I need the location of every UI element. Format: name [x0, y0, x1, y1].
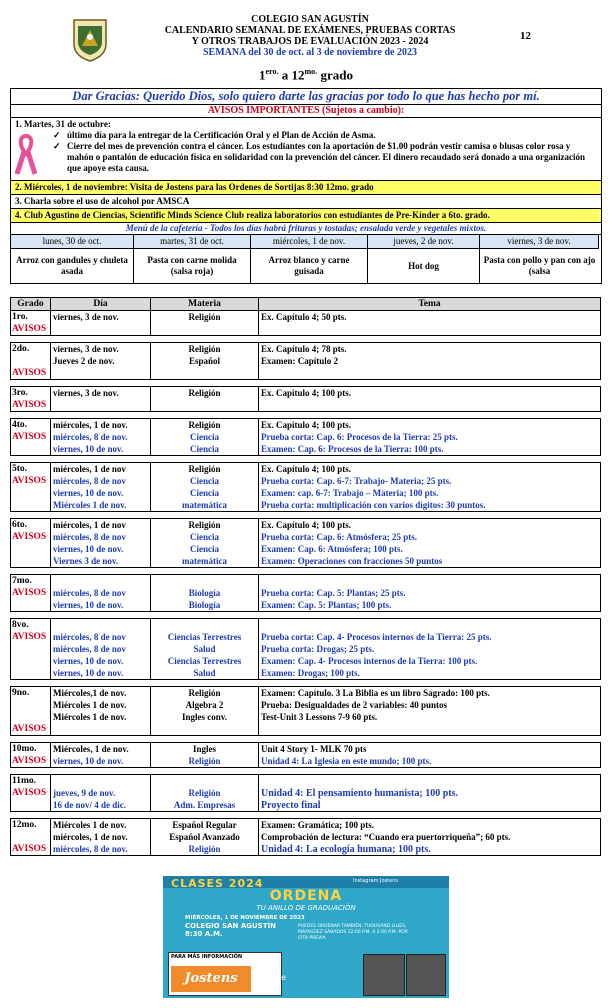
subject-cell: Algebra 2 — [151, 699, 259, 711]
flyer-date: MIÉRCOLES, 1 DE NOVIEMBRE DE 2023 — [185, 915, 305, 921]
notice-bullet-text: Cierre del mes de prevención contra el cáncer. Los estudiantes con la aportación de $1.00 podrán vestir camisa o blusas color rosa y mahón o pantalón de educación física en solidaridad con la prevención del cáncer. El dinero recaudado será donado a una organización que apoye esta causa. — [67, 141, 585, 173]
avisos-label: AVISOS — [11, 531, 51, 543]
table-row — [11, 443, 601, 456]
school-name: COLEGIO SAN AGUSTÍN — [251, 14, 369, 25]
grade-cell: 10mo. — [11, 743, 51, 756]
subject-cell: matemática — [151, 555, 259, 568]
table-row — [11, 475, 601, 487]
grade-mid: a 12 — [278, 67, 305, 83]
day-cell: Miércoles 1 de nov. — [51, 699, 151, 711]
notice-bullet — [53, 141, 597, 174]
subject-cell: Ciencia — [151, 543, 259, 555]
topic-cell — [259, 323, 601, 336]
subject-cell: Religión — [151, 343, 259, 356]
table-row — [11, 355, 601, 367]
topic-cell: Prueba corta: Cap. 5: Plantas; 25 pts. — [259, 587, 601, 599]
topic-cell: Unidad 4: La ecología humana; 100 pts. — [259, 843, 601, 856]
topic-cell: Unit 4 Story 1- MLK 70 pts — [259, 743, 601, 756]
topic-cell: Prueba: Desigualdades de 2 variables: 40 puntos — [259, 699, 601, 711]
grade-cell: 7mo. — [11, 575, 51, 588]
avisos-label: AVISOS — [11, 431, 51, 443]
header-line-2: Y OTROS TRABAJOS DE EVALUACIÓN 2023 - 2024 — [191, 36, 429, 47]
table-row — [11, 843, 601, 856]
day-cell — [51, 323, 151, 336]
cafeteria-menu — [11, 235, 601, 283]
day-cell — [51, 575, 151, 588]
topic-cell: Examen: Operaciones con fracciones 50 puntos — [259, 555, 601, 568]
spacer-cell — [11, 568, 601, 575]
group-spacer — [11, 568, 601, 575]
topic-cell: Test-Unit 3 Lessons 7-9 60 pts. — [259, 711, 601, 723]
spacer-cell — [11, 412, 601, 419]
topic-cell — [259, 575, 601, 588]
topic-cell: Prueba corta: Cap. 6: Atmósfera; 25 pts. — [259, 531, 601, 543]
spacer-cell — [11, 512, 601, 519]
grade-cell: 9no. — [11, 687, 51, 700]
notice-bullet — [53, 130, 597, 141]
day-cell: miércoles, 8 de nov — [51, 531, 151, 543]
table-row — [11, 599, 601, 612]
day-cell: viernes, 10 de nov. — [51, 755, 151, 768]
table-row — [11, 575, 601, 588]
grade-cell: 8vo. — [11, 619, 51, 632]
table-row — [11, 399, 601, 412]
notice-item-1 — [11, 118, 601, 181]
subject-cell: Salud — [151, 667, 259, 680]
topic-cell: Examen: Capítulo. 3 La Biblia es un libro Sagrado: 100 pts. — [259, 687, 601, 700]
subject-cell — [151, 367, 259, 380]
subject-cell — [151, 323, 259, 336]
grade-cell: 3ro. — [11, 387, 51, 400]
avisos-label: AVISOS — [11, 631, 51, 643]
subject-cell — [151, 775, 259, 788]
menu-food: Arroz blanco y carne guisada — [251, 249, 368, 283]
group-spacer — [11, 768, 601, 775]
topic-cell — [259, 367, 601, 380]
topic-cell: Examen: Capítulo 2 — [259, 355, 601, 367]
header-title-block — [120, 14, 500, 58]
group-spacer — [11, 680, 601, 687]
day-cell: miércoles, 8 de nov — [51, 643, 151, 655]
grade-cell — [11, 443, 51, 456]
day-cell: Miércoles,1 de nov. — [51, 687, 151, 700]
day-cell: Miércoles, 1 de nov. — [51, 743, 151, 756]
spacer-cell — [11, 612, 601, 619]
table-row — [11, 387, 601, 400]
subject-cell: Salud — [151, 643, 259, 655]
grade-end: grado — [317, 67, 353, 83]
subject-cell: Ciencia — [151, 443, 259, 456]
menu-day: miércoles, 1 de nov. — [251, 235, 368, 249]
group-spacer — [11, 412, 601, 419]
column-header: Grado — [11, 298, 51, 311]
grade-cell — [11, 643, 51, 655]
topic-cell: Unidad 4: El pensamiento humanista; 100 pts. — [259, 787, 601, 799]
subject-cell: Religión — [151, 519, 259, 532]
grade-cell: 2do. — [11, 343, 51, 356]
flyer-ordena: ORDENA — [269, 888, 343, 904]
grade-cell — [11, 655, 51, 667]
table-row — [11, 519, 601, 532]
notice-item-3: 3. Charla sobre el uso de alcohol por AMSCA — [11, 195, 601, 209]
spacer-cell — [11, 680, 601, 687]
spacer-cell — [11, 380, 601, 387]
day-cell: viernes, 3 de nov. — [51, 311, 151, 324]
day-cell: miércoles, 8 de nov — [51, 631, 151, 643]
grade-cell — [11, 499, 51, 512]
jostens-ring-flyer — [163, 876, 449, 998]
table-row — [11, 343, 601, 356]
avisos-label: AVISOS — [11, 755, 51, 768]
avisos-label: AVISOS — [11, 367, 51, 380]
day-cell: Miércoles 1 de nov. — [51, 711, 151, 723]
table-row — [11, 555, 601, 568]
menu-day: lunes, 30 de oct. — [11, 235, 134, 249]
menu-food: Pasta con carne molida (salsa roja) — [134, 249, 251, 283]
week-range: SEMANA del 30 de oct. al 3 de noviembre de 2023 — [203, 47, 417, 58]
evaluation-schedule-table — [10, 297, 601, 856]
menu-food: Pasta con pollo y pan con ajo (salsa — [483, 255, 596, 276]
avisos-label: AVISOS — [11, 399, 51, 412]
topic-cell — [259, 723, 601, 736]
topic-cell — [259, 775, 601, 788]
subject-cell — [151, 575, 259, 588]
column-header: Materia — [151, 298, 259, 311]
table-row — [11, 543, 601, 555]
group-spacer — [11, 512, 601, 519]
table-row — [11, 819, 601, 832]
column-header: Tema — [259, 298, 601, 311]
table-row — [11, 323, 601, 336]
subject-cell: Ciencia — [151, 531, 259, 543]
grade-cell — [11, 555, 51, 568]
subject-cell: Religión — [151, 755, 259, 768]
subject-cell: Ciencias Terrestres — [151, 631, 259, 643]
grade-cell — [11, 711, 51, 723]
day-cell: miércoles, 1 de nov — [51, 463, 151, 476]
day-cell: viernes, 10 de nov. — [51, 667, 151, 680]
notice-item-1-title: 1. Martes, 31 de octubre: — [15, 119, 111, 129]
day-cell: miércoles, 1 de nov — [51, 519, 151, 532]
subject-cell: Ciencia — [151, 487, 259, 499]
topic-cell: Ex. Capítulo 4; 100 pts. — [259, 463, 601, 476]
notices-title: AVISOS IMPORTANTES (Sujetos a cambio): — [11, 105, 601, 118]
day-cell: 16 de nov/ 4 de dic. — [51, 799, 151, 812]
topic-cell: Examen: Cap. 6: Atmósfera; 100 pts. — [259, 543, 601, 555]
topic-cell: Unidad 4: La Iglesia en este mundo; 100 pts. — [259, 755, 601, 768]
topic-cell: Ex. Capítulo 4; 100 pts. — [259, 387, 601, 400]
day-cell: viernes, 3 de nov. — [51, 343, 151, 356]
day-cell: viernes, 10 de nov. — [51, 443, 151, 456]
topic-cell: Proyecto final — [259, 799, 601, 812]
subject-cell: Ingles — [151, 743, 259, 756]
table-row — [11, 643, 601, 655]
table-row — [11, 419, 601, 432]
flyer-clases: CLASES 2024 — [171, 877, 264, 890]
header-line-1: CALENDARIO SEMANAL DE EXÁMENES, PRUEBAS CORTAS — [164, 25, 456, 36]
grade-cell — [11, 487, 51, 499]
topic-cell: Examen: Drogas; 100 pts. — [259, 667, 601, 680]
table-row — [11, 619, 601, 632]
day-cell: jueves, 9 de nov. — [51, 787, 151, 799]
table-row — [11, 755, 601, 768]
subject-cell: Ciencias Terrestres — [151, 655, 259, 667]
pink-ribbon-icon — [15, 134, 37, 176]
grade-cell — [11, 543, 51, 555]
flyer-info — [185, 914, 305, 938]
page-header — [0, 0, 612, 92]
table-row — [11, 531, 601, 543]
spacer-cell — [11, 812, 601, 819]
grade-cell: 12mo. — [11, 819, 51, 832]
day-cell: miércoles, 8 de nov. — [51, 431, 151, 443]
menu-food: Arroz con gandules y chuleta asada — [11, 249, 134, 283]
table-row — [11, 711, 601, 723]
subject-cell: Religión — [151, 463, 259, 476]
table-row — [11, 699, 601, 711]
subject-cell: Español — [151, 355, 259, 367]
day-cell — [51, 775, 151, 788]
day-cell — [51, 367, 151, 380]
grade-cell — [11, 355, 51, 367]
column-header: Día — [51, 298, 151, 311]
menu-food: Hot dog — [368, 249, 480, 283]
table-row — [11, 499, 601, 512]
table-row — [11, 799, 601, 812]
day-cell: Miércoles 1 de nov. — [51, 499, 151, 512]
table-row — [11, 631, 601, 643]
subject-cell — [151, 399, 259, 412]
subject-cell: Adm. Empresas — [151, 799, 259, 812]
topic-cell: Prueba corta: Cap. 4- Procesos internos de la Tierra: 25 pts. — [259, 631, 601, 643]
flyer-time: 8:30 A.M. — [185, 930, 223, 938]
subject-cell: Ciencia — [151, 475, 259, 487]
grade-cell — [11, 799, 51, 812]
day-cell: viernes, 10 de nov. — [51, 487, 151, 499]
day-cell: miércoles, 8 de nov — [51, 587, 151, 599]
flyer-also: PUEDES ORDENAR TAMBIÉN: THOUSAND LILIES, MAYAGÜEZ SÁBADOS 12:00 P.M. A 2:00 P.M. POR CITA PREVIA — [298, 924, 408, 941]
day-cell: Jueves 2 de nov. — [51, 355, 151, 367]
topic-cell: Ex. Capítulo 4; 100 pts. — [259, 519, 601, 532]
day-cell: viernes, 10 de nov. — [51, 599, 151, 612]
spacer-cell — [11, 456, 601, 463]
topic-cell: Examen: Gramática; 100 pts. — [259, 819, 601, 832]
topic-cell: Prueba corta: Cap. 6: Procesos de la Tierra: 25 pts. — [259, 431, 601, 443]
topic-cell: Examen: Cap. 4- Procesos internos de la Tierra: 100 pts. — [259, 655, 601, 667]
topic-cell: Prueba corta: Drogas; 25 pts. — [259, 643, 601, 655]
day-cell: miércoles, 8 de nov. — [51, 843, 151, 856]
subject-cell — [151, 723, 259, 736]
topic-cell: Prueba corta: Cap. 6-7: Trabajo- Materia; 25 pts. — [259, 475, 601, 487]
notice-item-2: 2. Miércoles, 1 de noviembre: Visita de Jostens para las Ordenes de Sortijas 8:30 12mo. grado — [11, 181, 601, 195]
school-crest-icon — [72, 18, 108, 62]
cafeteria-menu-title: Menú de la cafetería - Todos los días habrá frituras y tostadas; ensalada verde y vegetales mixtos. — [11, 223, 601, 235]
flyer-subtitle: TU ANILLO DE GRADUACIÓN — [256, 904, 356, 912]
grade-range — [0, 67, 612, 83]
table-row — [11, 431, 601, 443]
spacer-cell — [11, 736, 601, 743]
day-cell: viernes, 10 de nov. — [51, 655, 151, 667]
table-row — [11, 367, 601, 380]
table-row — [11, 655, 601, 667]
subject-cell: Religión — [151, 311, 259, 324]
topic-cell — [259, 619, 601, 632]
subject-cell: Biología — [151, 599, 259, 612]
subject-cell: Ingles conv. — [151, 711, 259, 723]
table-row — [11, 667, 601, 680]
topic-cell: Examen: Cap. 6: Procesos de la Tierra: 100 pts. — [259, 443, 601, 456]
check-icon: ✓ — [53, 130, 61, 140]
avisos-label: AVISOS — [11, 475, 51, 487]
table-body — [11, 311, 601, 856]
day-cell: viernes, 3 de nov. — [51, 387, 151, 400]
subject-cell: Ciencia — [151, 431, 259, 443]
subject-cell: Religión — [151, 843, 259, 856]
group-spacer — [11, 380, 601, 387]
topic-cell: Ex. Capítulo 4; 78 pts. — [259, 343, 601, 356]
day-cell: miércoles, 8 de nov — [51, 475, 151, 487]
topic-cell — [259, 399, 601, 412]
ring-photo — [363, 954, 405, 996]
menu-day: jueves, 2 de nov. — [368, 235, 480, 249]
day-cell — [51, 723, 151, 736]
menu-day: viernes, 3 de nov. — [480, 235, 599, 249]
table-row — [11, 687, 601, 700]
topic-cell: Prueba corta: multiplicación con varios dígitos: 30 puntos. — [259, 499, 601, 512]
topic-cell: Examen: cap. 6-7: Trabajo – Materia; 100 pts. — [259, 487, 601, 499]
grade-cell — [11, 667, 51, 680]
table-row — [11, 311, 601, 324]
day-cell: Miércoles 1 de nov. — [51, 819, 151, 832]
avisos-label: AVISOS — [11, 323, 51, 336]
notice-box — [10, 88, 602, 284]
table-row — [11, 463, 601, 476]
table-row — [11, 587, 601, 599]
page-number: 12 — [520, 30, 531, 42]
grade-to-sup: mo. — [304, 67, 318, 76]
grade-from-sup: ero. — [265, 67, 279, 76]
notice-item-4: 4. Club Agustino de Ciencias, Scientific Minds Science Club realiza laboratorios con estudiantes de Pre-Kínder a 6to. grado. — [11, 209, 601, 223]
grade-cell — [11, 599, 51, 612]
day-cell: viernes, 10 de nov. — [51, 543, 151, 555]
group-spacer — [11, 812, 601, 819]
subject-cell: Español Avanzado — [151, 831, 259, 843]
group-spacer — [11, 736, 601, 743]
table-header-row — [11, 298, 601, 311]
grade-cell: 1ro. — [11, 311, 51, 324]
grade-cell: 4to. — [11, 419, 51, 432]
table-row — [11, 775, 601, 788]
subject-cell: Religión — [151, 387, 259, 400]
check-icon: ✓ — [53, 141, 61, 151]
day-cell: miércoles, 1 de nov. — [51, 419, 151, 432]
grade-cell — [11, 699, 51, 711]
subject-cell: Religión — [151, 419, 259, 432]
flyer-logos: Instagram Jostens — [353, 878, 398, 884]
subject-cell: matemática — [151, 499, 259, 512]
topic-cell: Ex. Capítulo 4; 100 pts. — [259, 419, 601, 432]
grade-cell: 11mo. — [11, 775, 51, 788]
avisos-label: AVISOS — [11, 587, 51, 599]
avisos-label: AVISOS — [11, 787, 51, 799]
avisos-label: AVISOS — [11, 843, 51, 856]
thanks-message: Dar Gracias: Querido Dios, solo quiero darte las gracias por todo lo que has hecho por mí. — [11, 89, 601, 105]
subject-cell: Religión — [151, 687, 259, 700]
spacer-cell — [11, 336, 601, 343]
topic-cell: Comprobación de lectura: “Cuando era puertorriqueña”; 60 pts. — [259, 831, 601, 843]
topic-cell: Ex. Capítulo 4; 50 pts. — [259, 311, 601, 324]
day-cell — [51, 399, 151, 412]
notice-item-1-bullets — [53, 130, 597, 174]
ring-photo — [406, 954, 446, 996]
group-spacer — [11, 336, 601, 343]
grade-cell: 5to. — [11, 463, 51, 476]
menu-day: martes, 31 de oct. — [134, 235, 251, 249]
table-row — [11, 743, 601, 756]
table-row — [11, 723, 601, 736]
topic-cell: Examen: Cap. 5: Plantas; 100 pts. — [259, 599, 601, 612]
subject-cell — [151, 619, 259, 632]
day-cell: Viernes 3 de nov. — [51, 555, 151, 568]
spacer-cell — [11, 768, 601, 775]
day-cell — [51, 619, 151, 632]
day-cell: miércoles, 1 de nov. — [51, 831, 151, 843]
jostens-logo: Jostens — [171, 966, 251, 992]
table-row — [11, 787, 601, 799]
avisos-label: AVISOS — [11, 723, 51, 736]
subject-cell: Biología — [151, 587, 259, 599]
subject-cell: Religión — [151, 787, 259, 799]
grade-from: 1 — [259, 67, 266, 83]
flyer-more-info: PARA MÁS INFORMACIÓN — [171, 954, 243, 960]
notice-bullet-text: último día para la entregar de la Certificación Oral y el Plan de Acción de Asma. — [67, 130, 376, 140]
flyer-place: COLEGIO SAN AGUSTÍN — [185, 922, 276, 930]
table-row — [11, 831, 601, 843]
flyer-hoodie: Hoodie — [258, 973, 287, 982]
grade-cell — [11, 831, 51, 843]
group-spacer — [11, 456, 601, 463]
table-row — [11, 487, 601, 499]
grade-cell: 6to. — [11, 519, 51, 532]
group-spacer — [11, 612, 601, 619]
subject-cell: Español Regular — [151, 819, 259, 832]
